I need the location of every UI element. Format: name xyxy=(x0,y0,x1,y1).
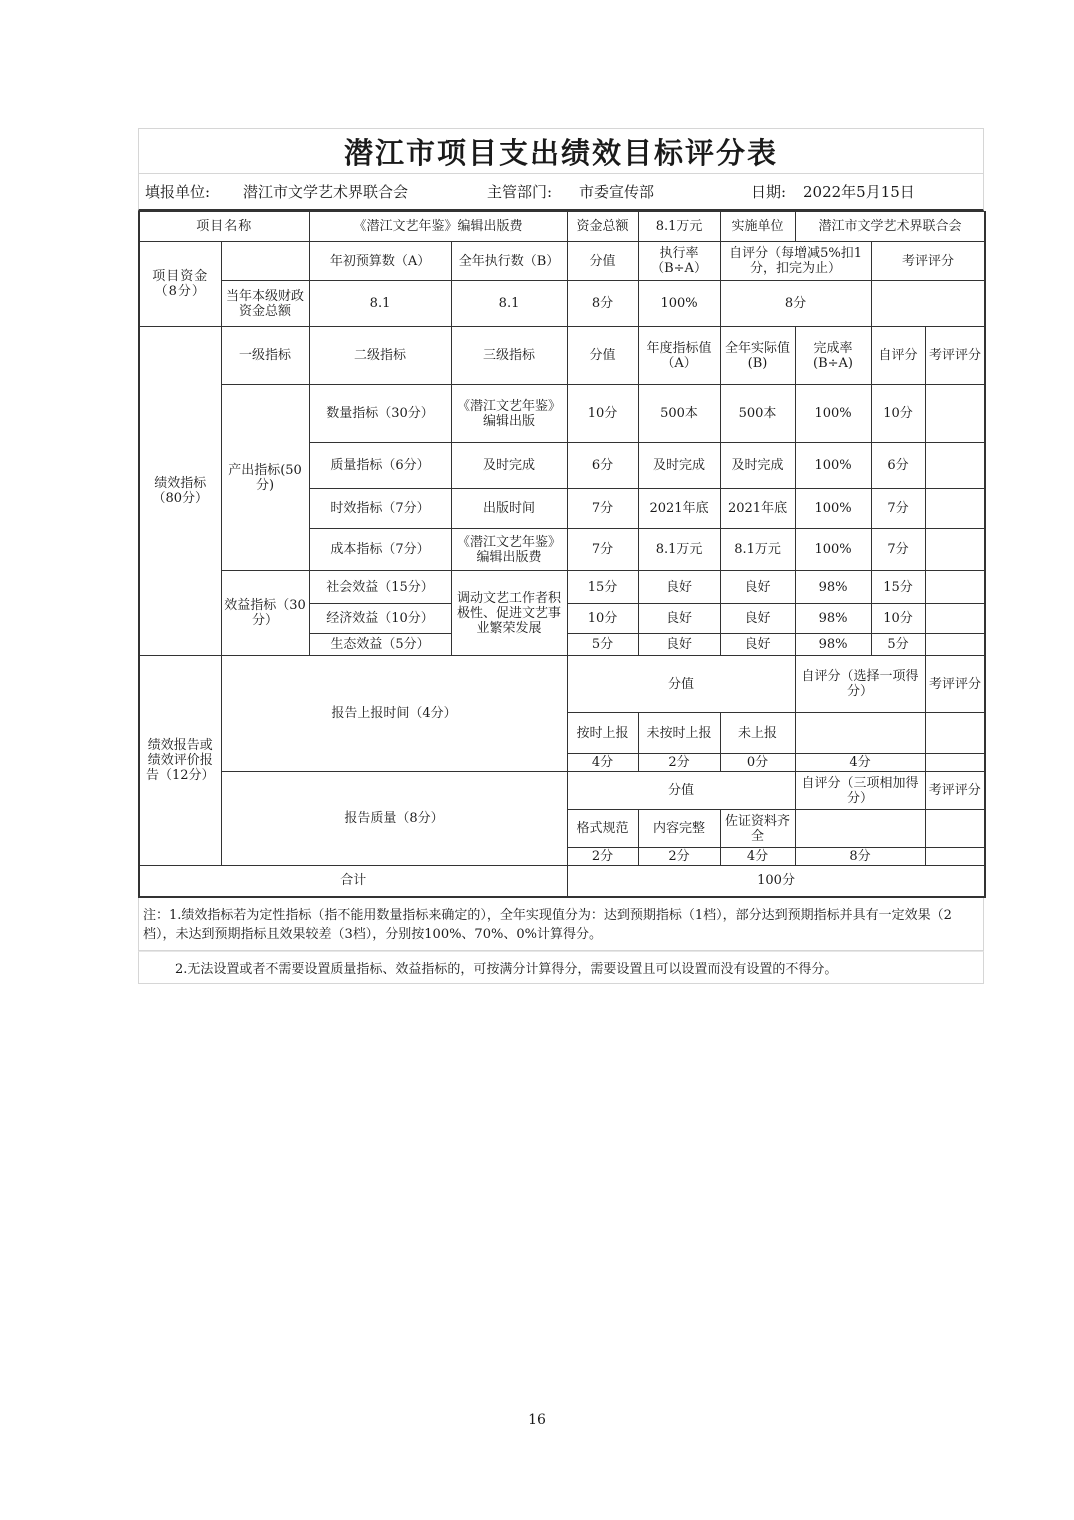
note-1: 注：1.绩效指标若为定性指标（指不能用数量指标来确定的），全年实现值分为：达到预期指标（1档），部分达到预期指标并具有一定效果（2档），未达到预期指标且效果较差（3档），分别按100%、70%、0%计算得分。 xyxy=(138,898,984,951)
perf-actual: 良好 xyxy=(720,604,795,634)
perf-target: 良好 xyxy=(638,571,720,604)
output-label: 产出指标(50分) xyxy=(221,385,309,571)
report-q-h-score: 分值 xyxy=(567,772,795,810)
benefit-level3: 调动文艺工作者积极性、促进文艺事业繁荣发展 xyxy=(451,571,567,656)
perf-actual: 良好 xyxy=(720,571,795,604)
project-name-value: 《潜江文艺年鉴》编辑出版费 xyxy=(309,212,567,242)
perf-self: 10分 xyxy=(871,385,925,443)
report-time-self-blank xyxy=(795,713,925,754)
report-quality-header-row xyxy=(139,772,985,810)
perf-level2: 质量指标（6分） xyxy=(309,443,451,489)
report-time-s3: 0分 xyxy=(720,754,795,772)
perf-review xyxy=(925,604,985,634)
funds-h-review: 考评评分 xyxy=(871,242,985,281)
perf-score: 7分 xyxy=(567,489,638,529)
perf-section-label: 绩效指标（80分） xyxy=(139,327,221,656)
perf-target: 2021年底 xyxy=(638,489,720,529)
perf-score: 10分 xyxy=(567,604,638,634)
sheet-title: 潜江市项目支出绩效目标评分表 xyxy=(138,128,984,173)
report-time-h-self: 自评分（选择一项得分） xyxy=(795,656,925,713)
perf-h-review: 考评评分 xyxy=(925,327,985,385)
report-q-review-blank xyxy=(925,810,985,848)
perf-actual: 500本 xyxy=(720,385,795,443)
perf-score: 6分 xyxy=(567,443,638,489)
report-q-s2: 2分 xyxy=(638,848,720,866)
project-name-label: 项目名称 xyxy=(139,212,309,242)
perf-completion: 100% xyxy=(795,443,871,489)
report-q-s1: 2分 xyxy=(567,848,638,866)
funds-row-label: 当年本级财政资金总额 xyxy=(221,281,309,327)
report-q-self-blank xyxy=(795,810,925,848)
report-q-s3: 4分 xyxy=(720,848,795,866)
perf-score: 5分 xyxy=(567,634,638,656)
fund-label: 资金总额 xyxy=(567,212,638,242)
perf-actual: 良好 xyxy=(720,634,795,656)
perf-self: 15分 xyxy=(871,571,925,604)
perf-header-row xyxy=(139,327,985,385)
perf-h-score: 分值 xyxy=(567,327,638,385)
perf-actual: 8.1万元 xyxy=(720,529,795,571)
report-q-h-review: 考评评分 xyxy=(925,772,985,810)
perf-actual: 及时完成 xyxy=(720,443,795,489)
funds-score: 8分 xyxy=(567,281,638,327)
report-q-opt1: 格式规范 xyxy=(567,810,638,848)
perf-target: 8.1万元 xyxy=(638,529,720,571)
report-section-label: 绩效报告或绩效评价报告（12分） xyxy=(139,656,221,866)
benefit-label: 效益指标（30分） xyxy=(221,571,309,656)
perf-self: 7分 xyxy=(871,529,925,571)
report-time-h-score: 分值 xyxy=(567,656,795,713)
perf-target: 500本 xyxy=(638,385,720,443)
total-label: 合计 xyxy=(139,866,567,897)
perf-level3: 《潜江文艺年鉴》编辑出版费 xyxy=(451,529,567,571)
funds-review xyxy=(871,281,985,327)
note-2: 2.无法设置或者不需要设置质量指标、效益指标的，可按满分计算得分，需要设置且可以设置而没有设置的不得分。 xyxy=(138,951,984,984)
perf-completion: 98% xyxy=(795,604,871,634)
funds-exec: 8.1 xyxy=(451,281,567,327)
perf-row xyxy=(139,571,985,604)
report-time-review xyxy=(925,754,985,772)
perf-level2: 数量指标（30分） xyxy=(309,385,451,443)
report-time-header-row xyxy=(139,656,985,713)
perf-self: 5分 xyxy=(871,634,925,656)
funds-h-score: 分值 xyxy=(567,242,638,281)
funds-self: 8分 xyxy=(720,281,871,327)
funds-h-rate: 执行率（B÷A） xyxy=(638,242,720,281)
funds-blank xyxy=(221,242,309,281)
funds-header-row xyxy=(139,242,985,281)
impl-value: 潜江市文学艺术界联合会 xyxy=(795,212,985,242)
project-row xyxy=(139,212,985,242)
perf-score: 7分 xyxy=(567,529,638,571)
perf-row xyxy=(139,385,985,443)
funds-budget: 8.1 xyxy=(309,281,451,327)
perf-h-level3: 三级指标 xyxy=(451,327,567,385)
perf-review xyxy=(925,489,985,529)
perf-self: 6分 xyxy=(871,443,925,489)
report-time-label: 报告上报时间（4分） xyxy=(221,656,567,772)
perf-completion: 100% xyxy=(795,385,871,443)
report-time-h-review: 考评评分 xyxy=(925,656,985,713)
perf-completion: 100% xyxy=(795,489,871,529)
report-q-opt3: 佐证资料齐全 xyxy=(720,810,795,848)
report-q-opt2: 内容完整 xyxy=(638,810,720,848)
perf-level2: 生态效益（5分） xyxy=(309,634,451,656)
perf-level3: 及时完成 xyxy=(451,443,567,489)
perf-target: 良好 xyxy=(638,634,720,656)
perf-completion: 98% xyxy=(795,634,871,656)
impl-label: 实施单位 xyxy=(720,212,795,242)
perf-level2: 经济效益（10分） xyxy=(309,604,451,634)
perf-self: 10分 xyxy=(871,604,925,634)
fund-value: 8.1万元 xyxy=(638,212,720,242)
perf-self: 7分 xyxy=(871,489,925,529)
page-number: 16 xyxy=(528,1412,546,1428)
perf-review xyxy=(925,443,985,489)
perf-level2: 成本指标（7分） xyxy=(309,529,451,571)
perf-completion: 100% xyxy=(795,529,871,571)
perf-level3: 出版时间 xyxy=(451,489,567,529)
funds-rate: 100% xyxy=(638,281,720,327)
dept-value: 市委宣传部 xyxy=(579,183,655,201)
unit-label: 填报单位: xyxy=(145,183,211,201)
report-time-s1: 4分 xyxy=(567,754,638,772)
perf-h-actual: 全年实际值(B) xyxy=(720,327,795,385)
perf-score: 10分 xyxy=(567,385,638,443)
perf-h-target: 年度指标值（A） xyxy=(638,327,720,385)
funds-value-row xyxy=(139,281,985,327)
perf-level2: 社会效益（15分） xyxy=(309,571,451,604)
report-q-h-self: 自评分（三项相加得分） xyxy=(795,772,925,810)
perf-h-self: 自评分 xyxy=(871,327,925,385)
report-time-review-cell xyxy=(925,713,985,754)
total-value: 100分 xyxy=(567,866,985,897)
date-value: 2022年5月15日 xyxy=(803,183,915,201)
funds-h-budget: 年初预算数（A） xyxy=(309,242,451,281)
funds-section-label: 项目资金（8分） xyxy=(139,242,221,327)
report-time-s2: 2分 xyxy=(638,754,720,772)
perf-h-level2: 二级指标 xyxy=(309,327,451,385)
perf-actual: 2021年底 xyxy=(720,489,795,529)
perf-review xyxy=(925,385,985,443)
dept-label: 主管部门: xyxy=(487,183,553,201)
perf-level3: 《潜江文艺年鉴》编辑出版 xyxy=(451,385,567,443)
perf-review xyxy=(925,571,985,604)
perf-level2: 时效指标（7分） xyxy=(309,489,451,529)
report-time-opt3: 未上报 xyxy=(720,713,795,754)
report-time-opt2: 未按时上报 xyxy=(638,713,720,754)
funds-h-self: 自评分（每增减5%扣1分，扣完为止） xyxy=(720,242,871,281)
report-quality-label: 报告质量（8分） xyxy=(221,772,567,866)
report-time-self: 4分 xyxy=(795,754,925,772)
score-sheet xyxy=(138,128,984,984)
perf-review xyxy=(925,529,985,571)
report-q-self: 8分 xyxy=(795,848,925,866)
perf-review xyxy=(925,634,985,656)
sheet-meta xyxy=(138,173,984,211)
perf-completion: 98% xyxy=(795,571,871,604)
perf-score: 15分 xyxy=(567,571,638,604)
report-q-review xyxy=(925,848,985,866)
perf-h-level1: 一级指标 xyxy=(221,327,309,385)
report-time-opt1: 按时上报 xyxy=(567,713,638,754)
total-row xyxy=(139,866,985,897)
perf-target: 及时完成 xyxy=(638,443,720,489)
date-label: 日期: xyxy=(751,183,787,201)
unit-value: 潜江市文学艺术界联合会 xyxy=(243,183,409,201)
score-table xyxy=(138,211,986,898)
funds-h-exec: 全年执行数（B） xyxy=(451,242,567,281)
perf-h-completion: 完成率(B÷A) xyxy=(795,327,871,385)
perf-target: 良好 xyxy=(638,604,720,634)
